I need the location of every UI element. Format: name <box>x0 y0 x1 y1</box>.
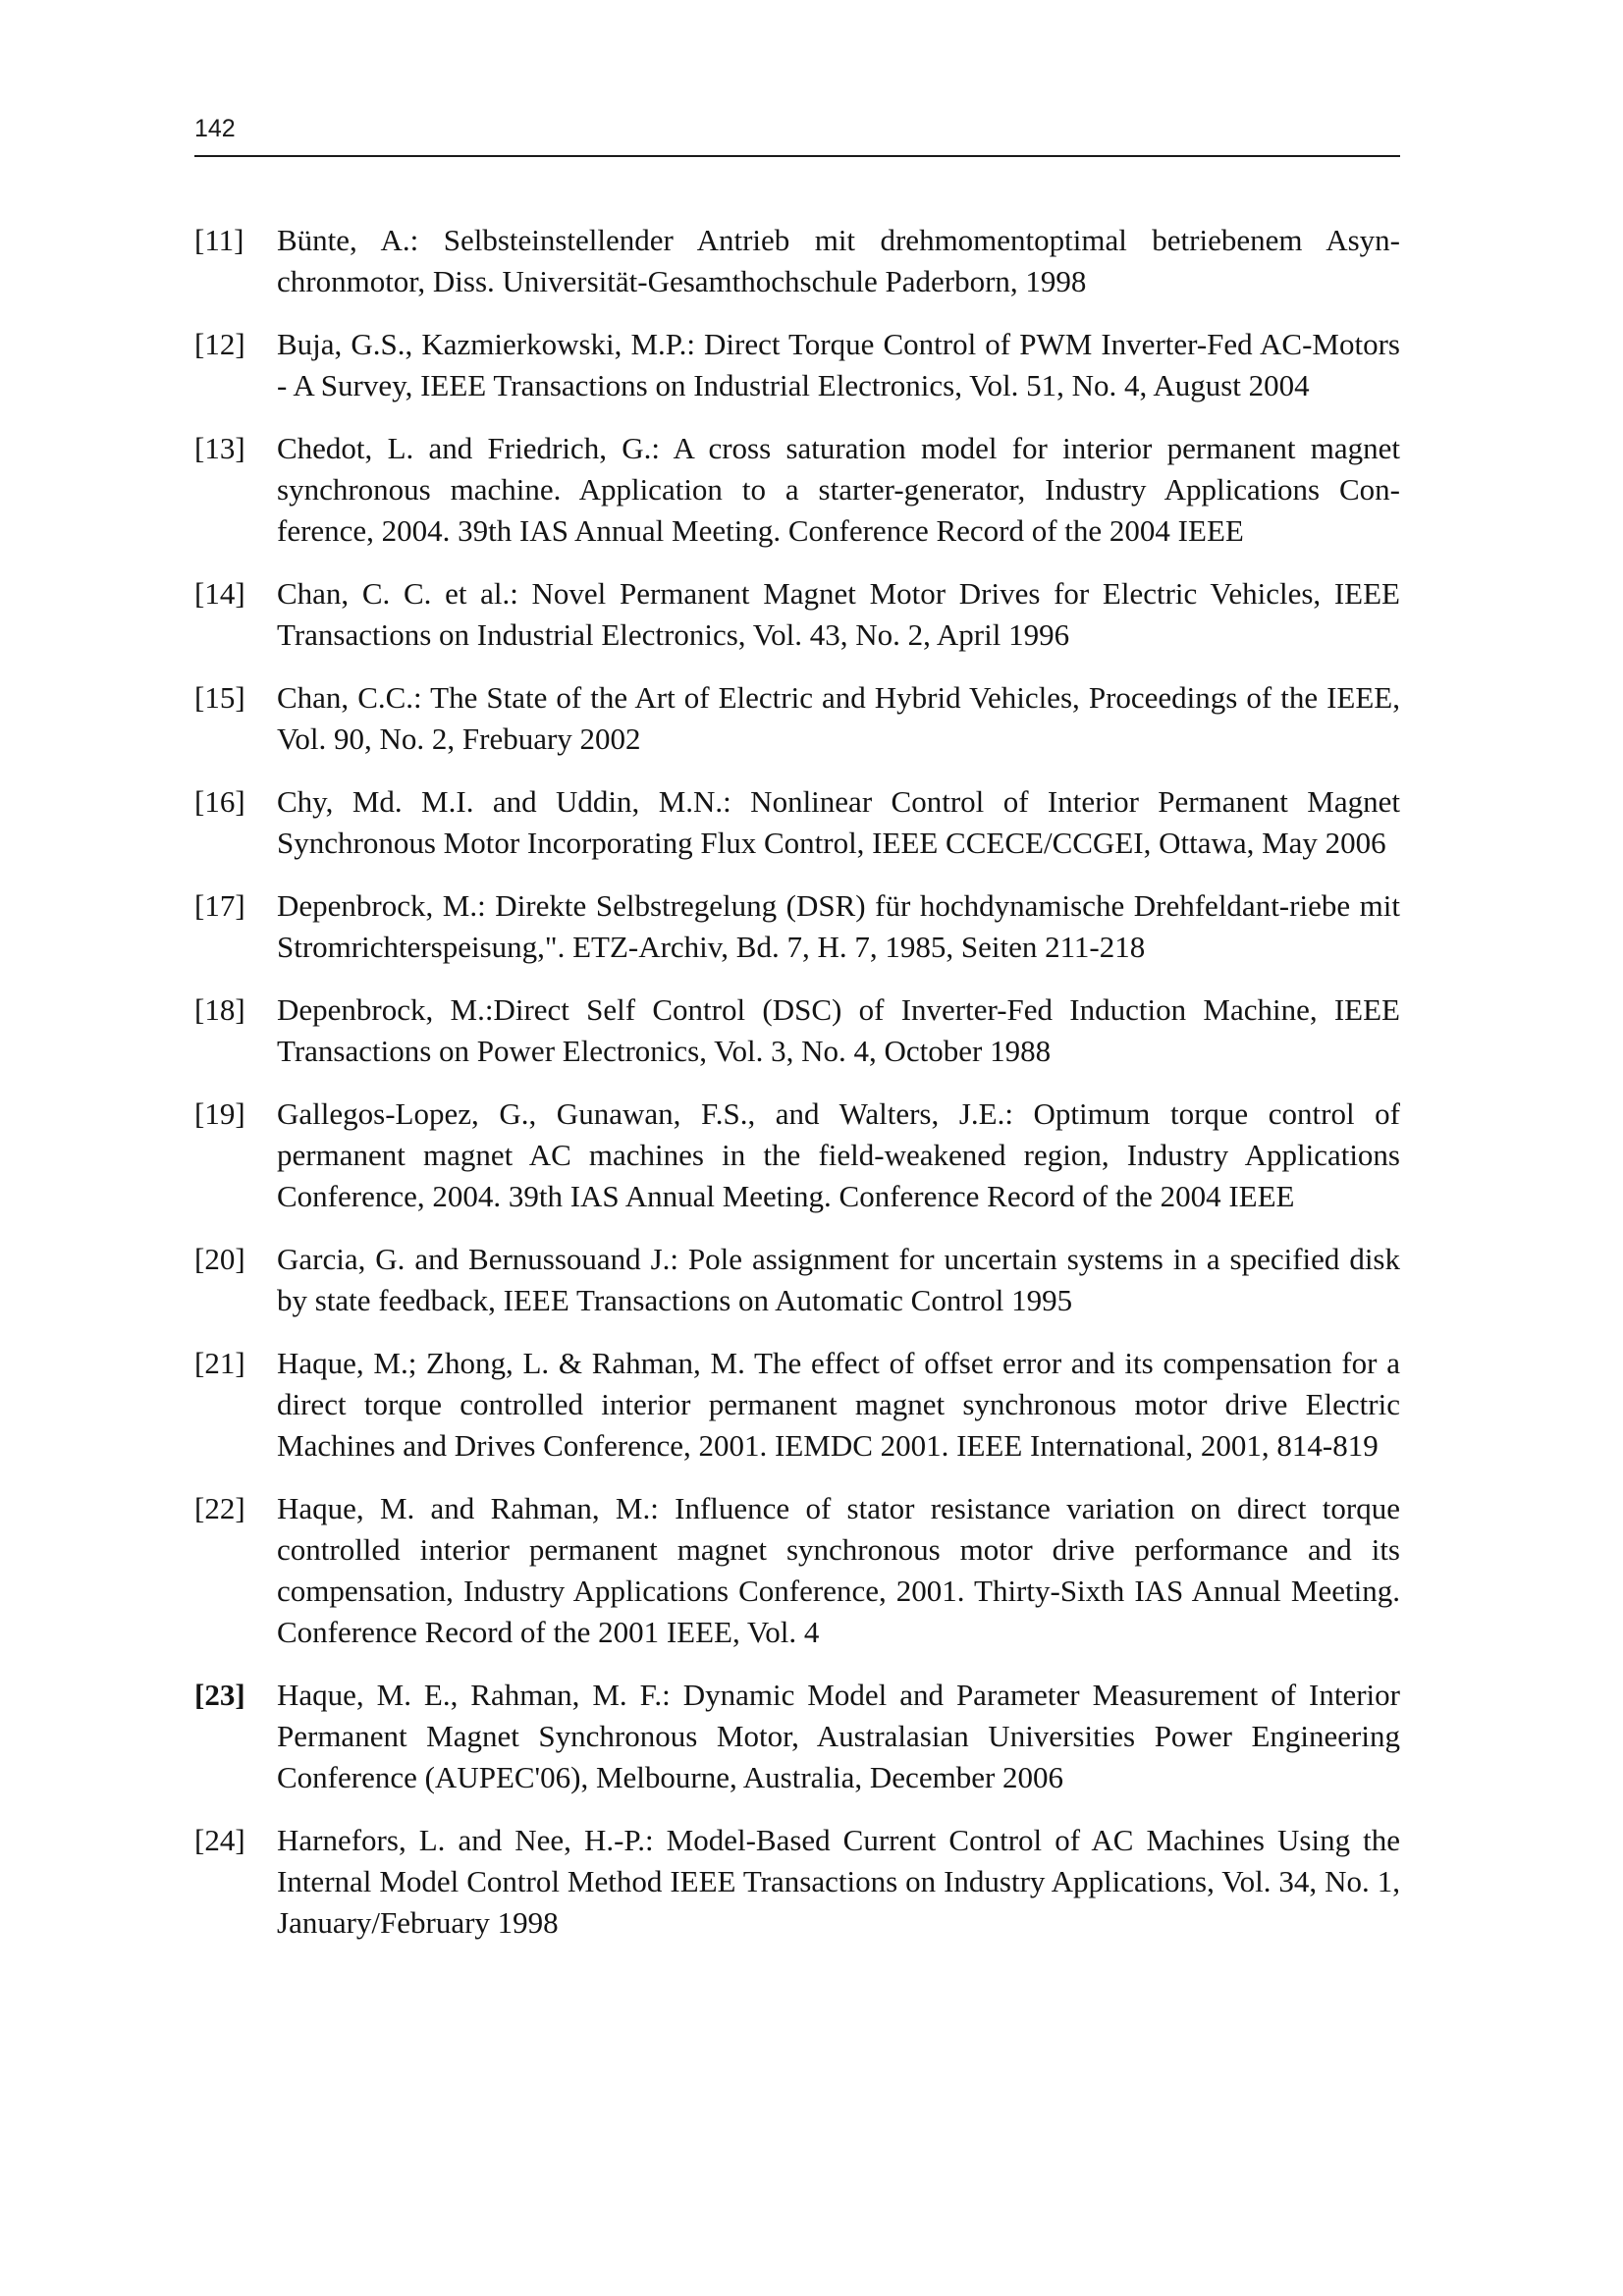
reference-label: [13] <box>194 431 245 465</box>
reference-text: Depenbrock, M.:Direct Self Control (DSC) of Inverter-Fed Induction Machine, IEEE Transactions on Power Electronics, Vol. 3, No. 4, October 1988 <box>277 992 1400 1068</box>
reference-entry <box>194 1343 1400 1467</box>
reference-label: [14] <box>194 576 245 611</box>
reference-text: Haque, M. and Rahman, M.: Influence of stator resistance variation on direct torque controlled interior permanent magnet synchronous motor drive performance and its compensation, Industry Applications Conference, 2001. Thirty-Sixth IAS Annual Meeting. Conference Record of the 2001 IEEE, Vol. 4 <box>277 1491 1400 1649</box>
reference-text: Garcia, G. and Bernussouand J.: Pole assignment for uncertain systems in a specified disk by state feedback, IEEE Transactions on Automatic Control 1995 <box>277 1242 1400 1317</box>
reference-entry <box>194 1094 1400 1217</box>
reference-label: [21] <box>194 1346 245 1380</box>
reference-label: [15] <box>194 680 245 715</box>
reference-label: [19] <box>194 1096 245 1131</box>
reference-text: Gallegos-Lopez, G., Gunawan, F.S., and Walters, J.E.: Optimum torque control of permanent magnet AC machines in the field-weakened region, Industry Applications Conference, 2004. 39th IAS Annual Meeting. Conference Record of the 2004 IEEE <box>277 1096 1400 1213</box>
reference-entry <box>194 781 1400 864</box>
reference-label: [20] <box>194 1242 245 1276</box>
page-header <box>194 114 1400 157</box>
reference-entry <box>194 677 1400 760</box>
reference-text: Chedot, L. and Friedrich, G.: A cross saturation model for interior permanent magnet synchronous machine. Application to a starter-generator, Industry Applications Con-ference, 2004. 39th IAS Annual Meeting. Conference Record of the 2004 IEEE <box>277 431 1400 548</box>
reference-entry <box>194 1488 1400 1653</box>
reference-label: [23] <box>194 1678 245 1712</box>
reference-text: Depenbrock, M.: Direkte Selbstregelung (DSR) für hochdynamische Drehfeldant-riebe mit Stromrichterspeisung,". ETZ-Archiv, Bd. 7, H. 7, 1985, Seiten 211-218 <box>277 888 1400 964</box>
reference-entry <box>194 989 1400 1072</box>
reference-text: Haque, M. E., Rahman, M. F.: Dynamic Model and Parameter Measurement of Interior Permanent Magnet Synchronous Motor, Australasian Universities Power Engineering Conference (AUPEC'06), Melbourne, Australia, December 2006 <box>277 1678 1400 1794</box>
reference-text: Chan, C. C. et al.: Novel Permanent Magnet Motor Drives for Electric Vehicles, IEEE Transactions on Industrial Electronics, Vol. 43, No. 2, April 1996 <box>277 576 1400 652</box>
reference-label: [18] <box>194 992 245 1027</box>
reference-entry <box>194 220 1400 302</box>
page-number: 142 <box>194 115 236 142</box>
reference-text: Buja, G.S., Kazmierkowski, M.P.: Direct Torque Control of PWM Inverter-Fed AC-Motors - A Survey, IEEE Transactions on Industrial Electronics, Vol. 51, No. 4, August 2004 <box>277 327 1400 402</box>
reference-text: Chy, Md. M.I. and Uddin, M.N.: Nonlinear Control of Interior Permanent Magnet Synchronous Motor Incorporating Flux Control, IEEE CCECE/CCGEI, Ottawa, May 2006 <box>277 784 1400 860</box>
reference-entry <box>194 573 1400 656</box>
reference-entry <box>194 885 1400 968</box>
reference-label: [11] <box>194 223 244 257</box>
reference-text: Haque, M.; Zhong, L. & Rahman, M. The effect of offset error and its compensation for a direct torque controlled interior permanent magnet synchronous motor drive Electric Machines and Drives Conference, 2001. IEMDC 2001. IEEE International, 2001, 814-819 <box>277 1346 1400 1463</box>
reference-text: Bünte, A.: Selbsteinstellender Antrieb mit drehmomentoptimal betriebenem Asyn-chronmotor, Diss. Universität-Gesamthochschule Paderborn, 1998 <box>277 223 1400 298</box>
reference-entry <box>194 324 1400 406</box>
reference-entry <box>194 1675 1400 1798</box>
reference-label: [17] <box>194 888 245 923</box>
reference-label: [12] <box>194 327 245 361</box>
reference-label: [22] <box>194 1491 245 1525</box>
reference-label: [16] <box>194 784 245 819</box>
reference-list <box>194 220 1400 1965</box>
reference-text: Chan, C.C.: The State of the Art of Electric and Hybrid Vehicles, Proceedings of the IEEE, Vol. 90, No. 2, Frebuary 2002 <box>277 680 1400 756</box>
reference-label: [24] <box>194 1823 245 1857</box>
reference-entry <box>194 428 1400 552</box>
reference-entry <box>194 1239 1400 1321</box>
reference-text: Harnefors, L. and Nee, H.-P.: Model-Based Current Control of AC Machines Using the Internal Model Control Method IEEE Transactions on Industry Applications, Vol. 34, No. 1, January/February 1998 <box>277 1823 1400 1940</box>
reference-entry <box>194 1820 1400 1944</box>
